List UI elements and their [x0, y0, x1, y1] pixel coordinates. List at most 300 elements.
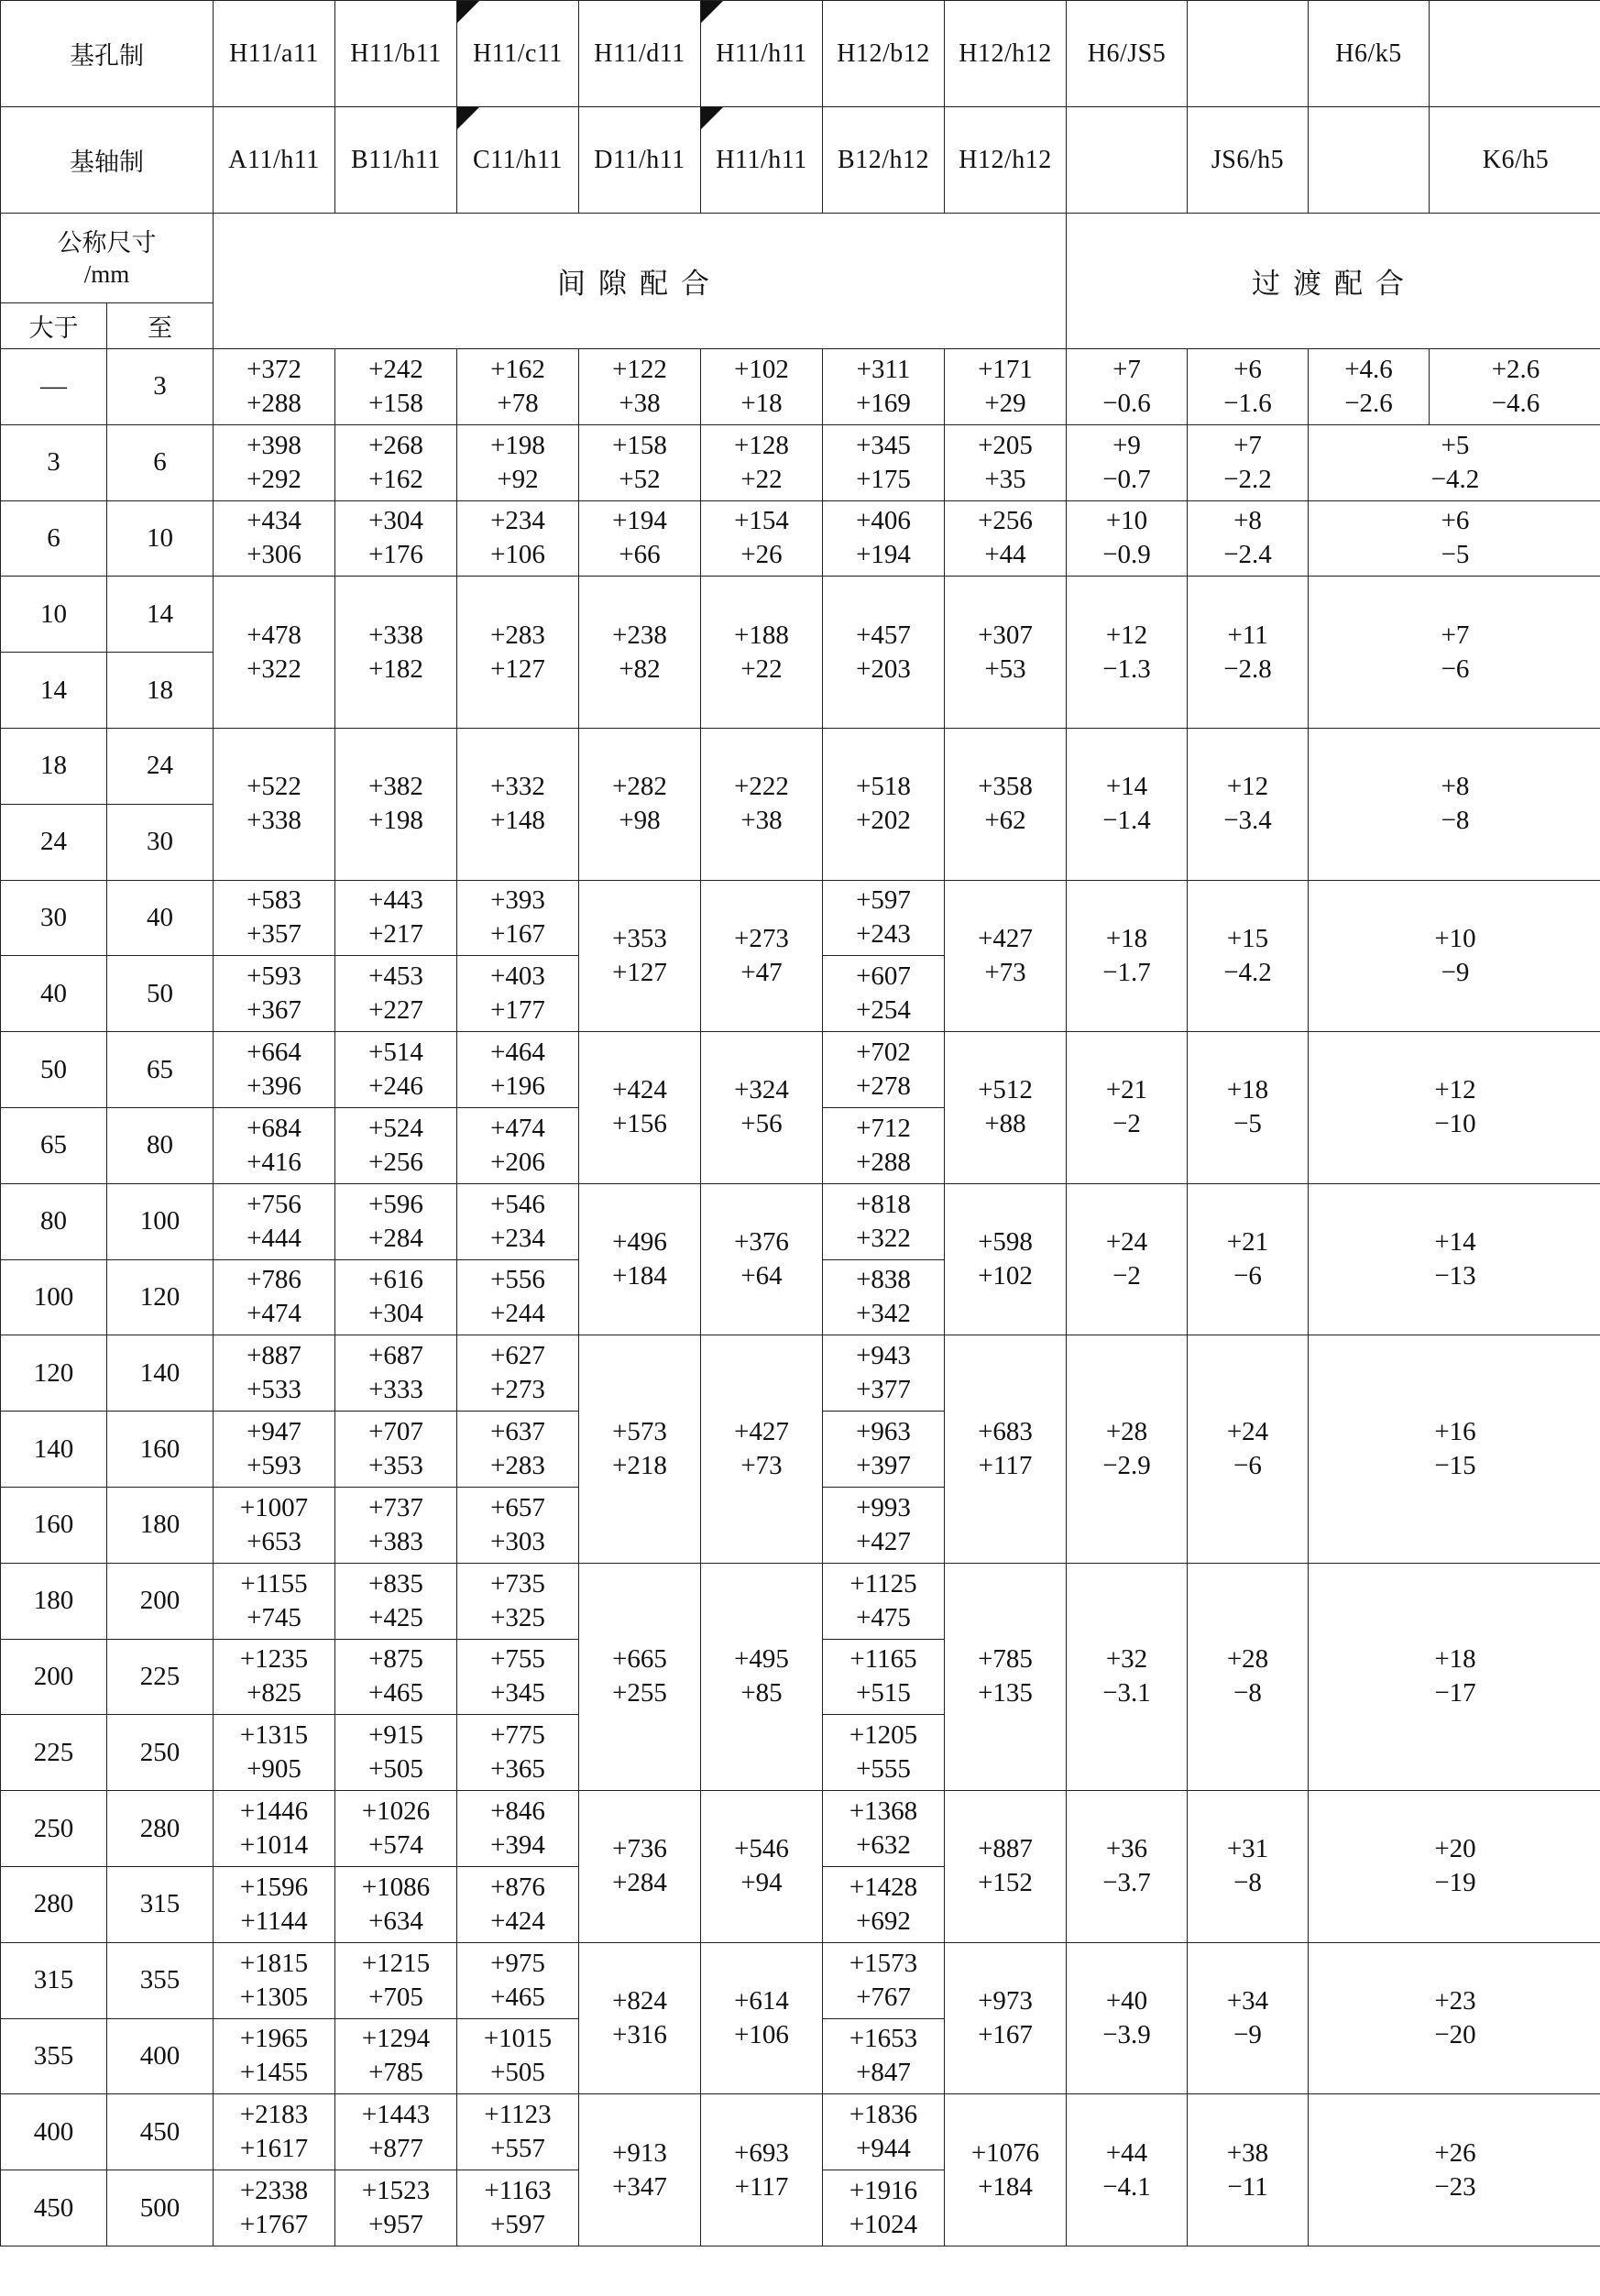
- size-to: 50: [107, 956, 214, 1032]
- limit-pair: [701, 728, 823, 880]
- lower-limit: +653: [247, 1526, 301, 1556]
- limit-pair: [579, 577, 701, 729]
- limit-pair: [214, 1563, 335, 1639]
- size-to: 200: [107, 1563, 214, 1639]
- limit-pair: [214, 1791, 335, 1867]
- upper-limit: +234: [490, 506, 545, 536]
- limit-pair: [579, 1791, 701, 1943]
- upper-limit: +398: [247, 430, 301, 460]
- upper-limit: +1294: [361, 2024, 431, 2054]
- limit-pair: [335, 1335, 457, 1412]
- hole-fit-code: H6/k5: [1309, 1, 1430, 107]
- limit-pair: [457, 1335, 579, 1412]
- size-to: 180: [107, 1487, 214, 1563]
- lower-limit: −1.7: [1102, 957, 1151, 987]
- limit-pair: [214, 1487, 335, 1563]
- upper-limit: +2.6: [1491, 354, 1540, 384]
- limit-pair: [1067, 1183, 1188, 1335]
- lower-limit: −2: [1112, 1109, 1141, 1139]
- lower-limit: +52: [619, 464, 661, 494]
- upper-limit: +756: [247, 1189, 301, 1219]
- upper-limit: +835: [368, 1568, 423, 1598]
- upper-limit: +913: [612, 2137, 667, 2168]
- limit-pair: [457, 2094, 579, 2170]
- limit-pair: [1309, 1032, 1600, 1184]
- size-over: 100: [1, 1259, 107, 1335]
- size-header-row: [1, 214, 1600, 303]
- upper-limit: +1205: [849, 1720, 918, 1751]
- lower-limit: +94: [740, 1868, 783, 1898]
- upper-limit: +5: [1441, 430, 1470, 460]
- size-over: 24: [1, 804, 107, 880]
- upper-limit: +546: [734, 1834, 789, 1864]
- upper-limit: +12: [1105, 620, 1148, 650]
- upper-limit: +36: [1105, 1834, 1148, 1864]
- upper-limit: +1125: [849, 1568, 917, 1598]
- lower-limit: +148: [490, 806, 545, 836]
- limit-pair: [214, 1866, 335, 1942]
- shaft-fit-code-text: C11/h11: [473, 145, 563, 174]
- limit-pair: [1309, 880, 1600, 1032]
- limit-pair: [945, 1942, 1067, 2094]
- lower-limit: +64: [740, 1261, 783, 1291]
- hole-fit-code: H12/b12: [823, 1, 945, 107]
- lower-limit: +316: [612, 2020, 667, 2050]
- upper-limit: +478: [247, 620, 301, 650]
- hole-fit-code: H11/d11: [579, 1, 701, 107]
- limit-pair: [335, 1866, 457, 1942]
- limit-pair: [1067, 1942, 1188, 2094]
- upper-limit: +12: [1226, 772, 1269, 802]
- lower-limit: −5: [1233, 1109, 1262, 1139]
- limit-pair: [1188, 1563, 1309, 1790]
- upper-limit: +102: [734, 354, 789, 384]
- upper-limit: +28: [1226, 1644, 1269, 1675]
- over-label: 大于: [1, 303, 107, 349]
- upper-limit: +514: [368, 1038, 423, 1068]
- upper-limit: +1916: [849, 2176, 918, 2206]
- upper-limit: +702: [856, 1038, 911, 1068]
- limit-pair: [335, 1942, 457, 2018]
- lower-limit: −4.1: [1102, 2171, 1151, 2202]
- limit-pair: [945, 577, 1067, 729]
- lower-limit: +22: [740, 654, 783, 684]
- lower-limit: +244: [490, 1299, 545, 1329]
- shaft-fit-code: [1067, 107, 1188, 214]
- lower-limit: −2.4: [1223, 540, 1272, 570]
- lower-limit: +1024: [849, 2210, 918, 2240]
- limit-pair: [214, 2170, 335, 2247]
- lower-limit: +377: [856, 1375, 911, 1405]
- upper-limit: +687: [368, 1341, 423, 1371]
- lower-limit: +246: [368, 1071, 423, 1102]
- lower-limit: +255: [612, 1678, 667, 1708]
- upper-limit: +1215: [361, 1948, 431, 1978]
- upper-limit: +14: [1434, 1227, 1476, 1258]
- upper-limit: +512: [978, 1075, 1033, 1105]
- limit-pair: [579, 424, 701, 500]
- lower-limit: −13: [1434, 1261, 1476, 1291]
- limit-pair: [579, 1335, 701, 1563]
- lower-limit: +465: [368, 1678, 423, 1708]
- shaft-fit-code: H12/h12: [945, 107, 1067, 214]
- lower-limit: +196: [490, 1071, 545, 1102]
- lower-limit: +176: [368, 540, 423, 570]
- lower-limit: +78: [497, 388, 539, 418]
- limit-pair: [457, 1715, 579, 1791]
- upper-limit: +31: [1226, 1834, 1269, 1864]
- limit-pair: [945, 1183, 1067, 1335]
- upper-limit: +194: [612, 506, 667, 536]
- limit-pair: [1188, 2094, 1309, 2247]
- lower-limit: +347: [612, 2171, 667, 2202]
- upper-limit: +838: [856, 1265, 911, 1295]
- limit-pair: [214, 1335, 335, 1412]
- lower-limit: −5: [1441, 540, 1470, 570]
- lower-limit: −11: [1227, 2171, 1268, 2202]
- size-row: [1, 349, 1600, 425]
- upper-limit: +162: [490, 354, 545, 384]
- shaft-fit-code: A11/h11: [214, 107, 335, 214]
- limit-pair: [457, 1791, 579, 1867]
- upper-limit: +7: [1441, 620, 1470, 650]
- upper-limit: +1836: [849, 2100, 918, 2130]
- lower-limit: +85: [740, 1678, 783, 1708]
- lower-limit: +353: [368, 1451, 423, 1481]
- limit-pair: [1309, 1942, 1600, 2094]
- limit-pair: [457, 577, 579, 729]
- limit-pair: [1067, 1563, 1188, 1790]
- limit-pair: [579, 349, 701, 425]
- limit-pair: [823, 1866, 945, 1942]
- lower-limit: +574: [368, 1830, 423, 1861]
- lower-limit: +102: [978, 1261, 1033, 1291]
- limit-pair: [1309, 349, 1430, 425]
- upper-limit: +1446: [239, 1796, 309, 1827]
- limit-pair: [335, 1715, 457, 1791]
- limit-pair: [335, 2094, 457, 2170]
- lower-limit: +597: [490, 2210, 545, 2240]
- lower-limit: +1455: [239, 2058, 309, 2088]
- upper-limit: +18: [1105, 923, 1148, 953]
- lower-limit: +505: [490, 2058, 545, 2088]
- upper-limit: +627: [490, 1341, 545, 1371]
- lower-limit: +345: [490, 1678, 545, 1708]
- limit-pair: [579, 1032, 701, 1184]
- upper-limit: +593: [247, 961, 301, 992]
- size-to: 18: [107, 653, 214, 729]
- lower-limit: +47: [740, 957, 783, 987]
- size-over: 315: [1, 1942, 107, 2018]
- lower-limit: −1.6: [1223, 388, 1272, 418]
- lower-limit: +367: [247, 995, 301, 1026]
- upper-limit: +24: [1105, 1227, 1148, 1258]
- lower-limit: −9: [1233, 2020, 1262, 2050]
- lower-limit: +785: [368, 2058, 423, 2088]
- limit-pair: [457, 880, 579, 956]
- upper-limit: +8: [1233, 506, 1262, 536]
- limit-pair: [1309, 1791, 1600, 1943]
- upper-limit: +16: [1434, 1417, 1476, 1447]
- limit-pair: [1067, 728, 1188, 880]
- lower-limit: +152: [978, 1868, 1033, 1898]
- limit-pair: [823, 424, 945, 500]
- upper-limit: +10: [1434, 923, 1476, 953]
- lower-limit: +117: [978, 1451, 1033, 1481]
- upper-limit: +12: [1434, 1075, 1476, 1105]
- upper-limit: +1086: [361, 1872, 431, 1902]
- lower-limit: +135: [978, 1678, 1033, 1708]
- lower-limit: +169: [856, 388, 911, 418]
- upper-limit: +8: [1441, 772, 1470, 802]
- lower-limit: −9: [1441, 957, 1470, 987]
- lower-limit: −23: [1434, 2171, 1476, 2202]
- limit-pair: [335, 1639, 457, 1715]
- limit-pair: [457, 349, 579, 425]
- upper-limit: +2183: [239, 2100, 309, 2130]
- upper-limit: +737: [368, 1492, 423, 1522]
- limit-pair: [335, 1107, 457, 1183]
- lower-limit: +427: [856, 1526, 911, 1556]
- limit-pair: [945, 424, 1067, 500]
- limit-pair: [1188, 728, 1309, 880]
- size-to: 500: [107, 2170, 214, 2247]
- size-over: 400: [1, 2094, 107, 2170]
- lower-limit: +425: [368, 1602, 423, 1632]
- limit-pair: [457, 956, 579, 1032]
- upper-limit: +887: [247, 1341, 301, 1371]
- upper-limit: +524: [368, 1113, 423, 1143]
- upper-limit: +44: [1105, 2137, 1148, 2168]
- lower-limit: +533: [247, 1375, 301, 1405]
- limit-pair: [214, 1183, 335, 1259]
- lower-limit: +106: [490, 540, 545, 570]
- limit-pair: [579, 880, 701, 1032]
- upper-limit: +2338: [239, 2176, 309, 2206]
- transition-fit-group: 过渡配合: [1067, 214, 1600, 349]
- limit-pair: [945, 2094, 1067, 2247]
- size-to: 24: [107, 728, 214, 804]
- lower-limit: +127: [612, 957, 667, 987]
- size-to: 30: [107, 804, 214, 880]
- hole-fit-code: [1430, 1, 1600, 107]
- lower-limit: +184: [612, 1261, 667, 1291]
- upper-limit: +353: [612, 923, 667, 953]
- lower-limit: +273: [490, 1375, 545, 1405]
- limit-pair: [823, 2018, 945, 2094]
- upper-limit: +596: [368, 1189, 423, 1219]
- lower-limit: +1014: [239, 1830, 309, 1861]
- lower-limit: +284: [612, 1868, 667, 1898]
- limit-pair: [823, 1791, 945, 1867]
- hole-fit-code: [1188, 1, 1309, 107]
- size-row: [1, 424, 1600, 500]
- lower-limit: +175: [856, 464, 911, 494]
- size-over: 30: [1, 880, 107, 956]
- lower-limit: −3.7: [1102, 1868, 1151, 1898]
- upper-limit: +786: [247, 1265, 301, 1295]
- size-to: 225: [107, 1639, 214, 1715]
- lower-limit: +127: [490, 654, 545, 684]
- lower-limit: +745: [247, 1602, 301, 1632]
- limit-pair: [945, 728, 1067, 880]
- limit-pair: [823, 728, 945, 880]
- limit-pair: [335, 1259, 457, 1335]
- lower-limit: −6: [1233, 1261, 1262, 1291]
- lower-limit: +82: [619, 654, 661, 684]
- upper-limit: +1123: [484, 2100, 552, 2130]
- lower-limit: +342: [856, 1299, 911, 1329]
- limit-pair: [214, 500, 335, 577]
- lower-limit: +194: [856, 540, 911, 570]
- upper-limit: +1315: [239, 1720, 309, 1751]
- upper-limit: +1368: [849, 1796, 918, 1827]
- limit-pair: [579, 1942, 701, 2094]
- upper-limit: +684: [247, 1113, 301, 1143]
- upper-limit: +522: [247, 772, 301, 802]
- limit-pair: [1188, 577, 1309, 729]
- upper-limit: +424: [612, 1075, 667, 1105]
- limit-pair: [945, 1563, 1067, 1790]
- size-to: 280: [107, 1791, 214, 1867]
- limit-pair: [823, 1032, 945, 1108]
- lower-limit: +474: [247, 1299, 301, 1329]
- limit-pair: [1067, 1791, 1188, 1943]
- limit-pair: [701, 1791, 823, 1943]
- nominal-size-label: [1, 214, 214, 303]
- size-over: —: [1, 349, 107, 425]
- limit-pair: [1309, 500, 1600, 577]
- limit-pair: [214, 1715, 335, 1791]
- limit-pair: [701, 1563, 823, 1790]
- lower-limit: +692: [856, 1906, 911, 1936]
- limit-pair: [823, 1715, 945, 1791]
- size-over: 140: [1, 1412, 107, 1488]
- size-row: [1, 1942, 1600, 2018]
- preferred-fit-marker: [701, 107, 723, 129]
- upper-limit: +546: [490, 1189, 545, 1219]
- size-row: [1, 1335, 1600, 1412]
- table-body: [1, 1, 1600, 2247]
- lower-limit: −4.2: [1223, 957, 1272, 987]
- upper-limit: +6: [1233, 354, 1262, 384]
- upper-limit: +122: [612, 354, 667, 384]
- upper-limit: +1965: [239, 2024, 309, 2054]
- size-over: 250: [1, 1791, 107, 1867]
- upper-limit: +495: [734, 1644, 789, 1675]
- upper-limit: +20: [1434, 1834, 1476, 1864]
- lower-limit: +333: [368, 1375, 423, 1405]
- upper-limit: +518: [856, 772, 911, 802]
- upper-limit: +393: [490, 885, 545, 916]
- limit-pair: [214, 424, 335, 500]
- limit-pair: [823, 1942, 945, 2018]
- lower-limit: +26: [740, 540, 783, 570]
- limit-pair: [214, 728, 335, 880]
- limit-pair: [1067, 880, 1188, 1032]
- lower-limit: +515: [856, 1678, 911, 1708]
- limit-pair: [214, 2018, 335, 2094]
- limit-pair: [945, 500, 1067, 577]
- lower-limit: −2.2: [1223, 464, 1272, 494]
- limit-pair: [457, 1639, 579, 1715]
- upper-limit: +222: [734, 772, 789, 802]
- hole-fit-code: [701, 1, 823, 107]
- size-over: 40: [1, 956, 107, 1032]
- upper-limit: +242: [368, 354, 423, 384]
- upper-limit: +256: [978, 506, 1033, 536]
- upper-limit: +665: [612, 1644, 667, 1675]
- limit-pair: [701, 500, 823, 577]
- lower-limit: +177: [490, 995, 545, 1026]
- shaft-fit-code: B12/h12: [823, 107, 945, 214]
- upper-limit: +434: [247, 506, 301, 536]
- size-to: 10: [107, 500, 214, 577]
- lower-limit: +322: [856, 1223, 911, 1253]
- limit-pair: [1309, 728, 1600, 880]
- lower-limit: +303: [490, 1526, 545, 1556]
- limit-pair: [1067, 1032, 1188, 1184]
- lower-limit: +18: [740, 388, 783, 418]
- lower-limit: +634: [368, 1906, 423, 1936]
- upper-limit: +273: [734, 923, 789, 953]
- limit-pair: [823, 349, 945, 425]
- upper-limit: +598: [978, 1227, 1033, 1258]
- size-to: 65: [107, 1032, 214, 1108]
- limit-pair: [579, 1183, 701, 1335]
- limit-pair: [1188, 1335, 1309, 1563]
- lower-limit: +182: [368, 654, 423, 684]
- hole-fit-code: H11/b11: [335, 1, 457, 107]
- upper-limit: +775: [490, 1720, 545, 1751]
- upper-limit: +1235: [239, 1644, 309, 1675]
- limit-pair: [1188, 500, 1309, 577]
- upper-limit: +154: [734, 506, 789, 536]
- upper-limit: +311: [856, 354, 911, 384]
- lower-limit: +957: [368, 2210, 423, 2240]
- upper-limit: +875: [368, 1644, 423, 1675]
- lower-limit: −4.2: [1430, 464, 1480, 494]
- limit-pair: [945, 880, 1067, 1032]
- limit-pair: [701, 2094, 823, 2247]
- limit-pair: [1188, 349, 1309, 425]
- size-to: 120: [107, 1259, 214, 1335]
- upper-limit: +1076: [970, 2137, 1040, 2168]
- lower-limit: +278: [856, 1071, 911, 1102]
- limit-pair: [945, 1335, 1067, 1563]
- to-label: 至: [107, 303, 214, 349]
- lower-limit: +396: [247, 1071, 301, 1102]
- limit-pair: [945, 349, 1067, 425]
- upper-limit: +464: [490, 1038, 545, 1068]
- upper-limit: +21: [1105, 1075, 1148, 1105]
- shaft-basis-row: [1, 107, 1600, 214]
- size-to: 250: [107, 1715, 214, 1791]
- limit-pair: [335, 1791, 457, 1867]
- limit-pair: [335, 728, 457, 880]
- size-row: [1, 880, 1600, 956]
- lower-limit: +465: [490, 1982, 545, 2012]
- limit-pair: [1309, 577, 1600, 729]
- size-row: [1, 500, 1600, 577]
- lower-limit: +206: [490, 1147, 545, 1177]
- limit-pair: [823, 956, 945, 1032]
- lower-limit: +475: [856, 1602, 911, 1632]
- upper-limit: +26: [1434, 2137, 1476, 2168]
- lower-limit: −3.9: [1102, 2020, 1151, 2050]
- upper-limit: +7: [1112, 354, 1141, 384]
- limit-pair: [335, 2018, 457, 2094]
